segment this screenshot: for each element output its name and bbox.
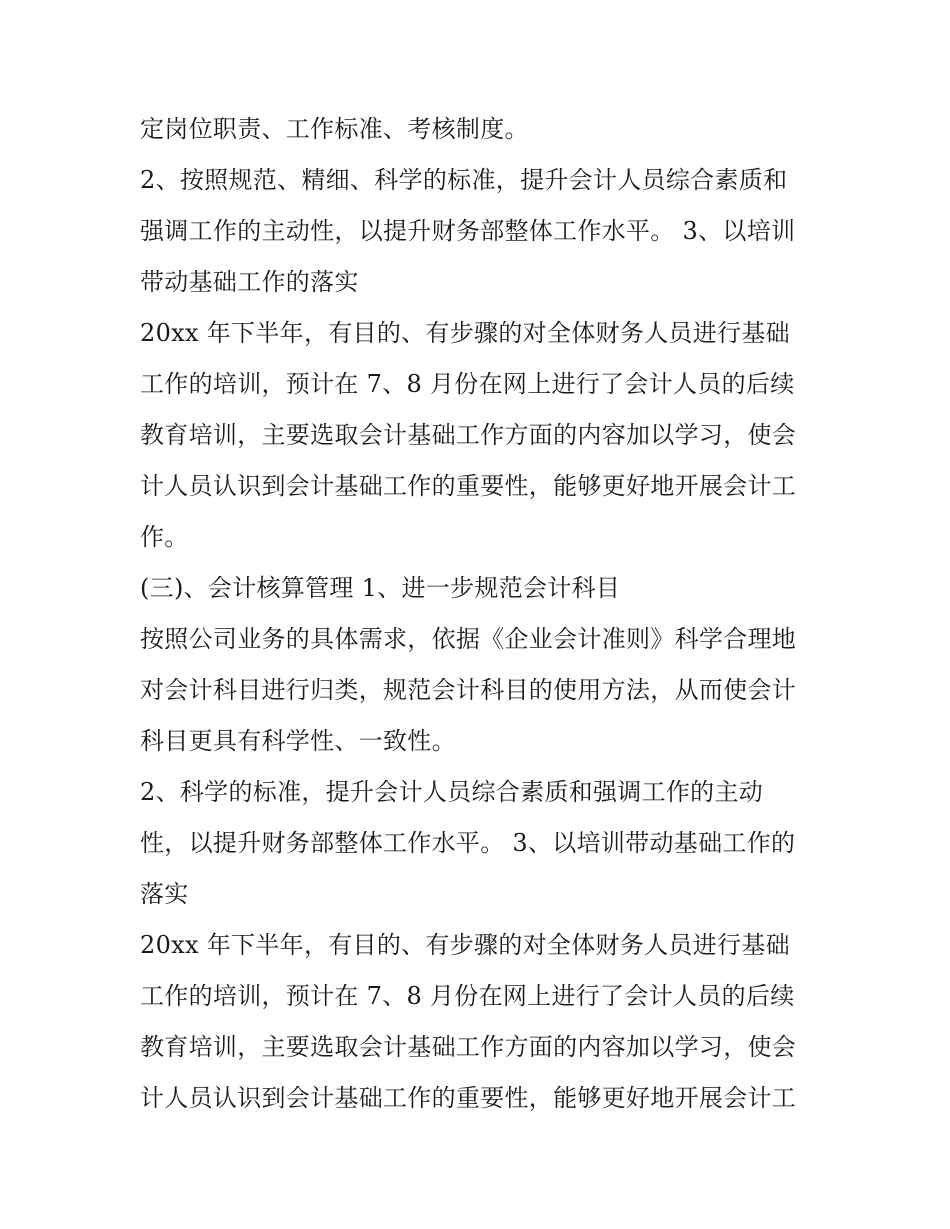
text-line: 20xx 年下半年，有目的、有步骤的对全体财务人员进行基础 (140, 931, 790, 959)
text-line: 教育培训，主要选取会计基础工作方面的内容加以学习，使会 (140, 1033, 797, 1061)
text-line: 带动基础工作的落实 (140, 268, 359, 296)
text-line: 工作的培训，预计在 7、8 月份在网上进行了会计人员的后续 (140, 982, 795, 1010)
text-line: 20xx 年下半年，有目的、有步骤的对全体财务人员进行基础 (140, 319, 790, 347)
text-line: 科目更具有科学性、一致性。 (140, 727, 456, 755)
text-line: 强调工作的主动性，以提升财务部整体工作水平。 3、以培训 (140, 217, 796, 245)
section-heading: (三)、会计核算管理 1、进一步规范会计科目 (140, 574, 621, 602)
text-line: 对会计科目进行归类，规范会计科目的使用方法，从而使会计 (140, 676, 797, 704)
text-line: 2、按照规范、精细、科学的标准，提升会计人员综合素质和 (140, 166, 788, 194)
text-line: 计人员认识到会计基础工作的重要性，能够更好地开展会计工 (140, 472, 797, 500)
text-line: 计人员认识到会计基础工作的重要性，能够更好地开展会计工 (140, 1084, 797, 1112)
text-line: 教育培训，主要选取会计基础工作方面的内容加以学习，使会 (140, 421, 797, 449)
text-line: 工作的培训，预计在 7、8 月份在网上进行了会计人员的后续 (140, 370, 795, 398)
text-line: 2、科学的标准，提升会计人员综合素质和强调工作的主动 (140, 778, 764, 806)
text-line: 按照公司业务的具体需求，依据《企业会计准则》科学合理地 (140, 625, 797, 653)
text-line: 作。 (140, 523, 189, 551)
text-line: 性，以提升财务部整体工作水平。 3、以培训带动基础工作的 (140, 829, 796, 857)
text-line: 定岗位职责、工作标准、考核制度。 (140, 115, 529, 143)
text-line: 落实 (140, 880, 189, 908)
